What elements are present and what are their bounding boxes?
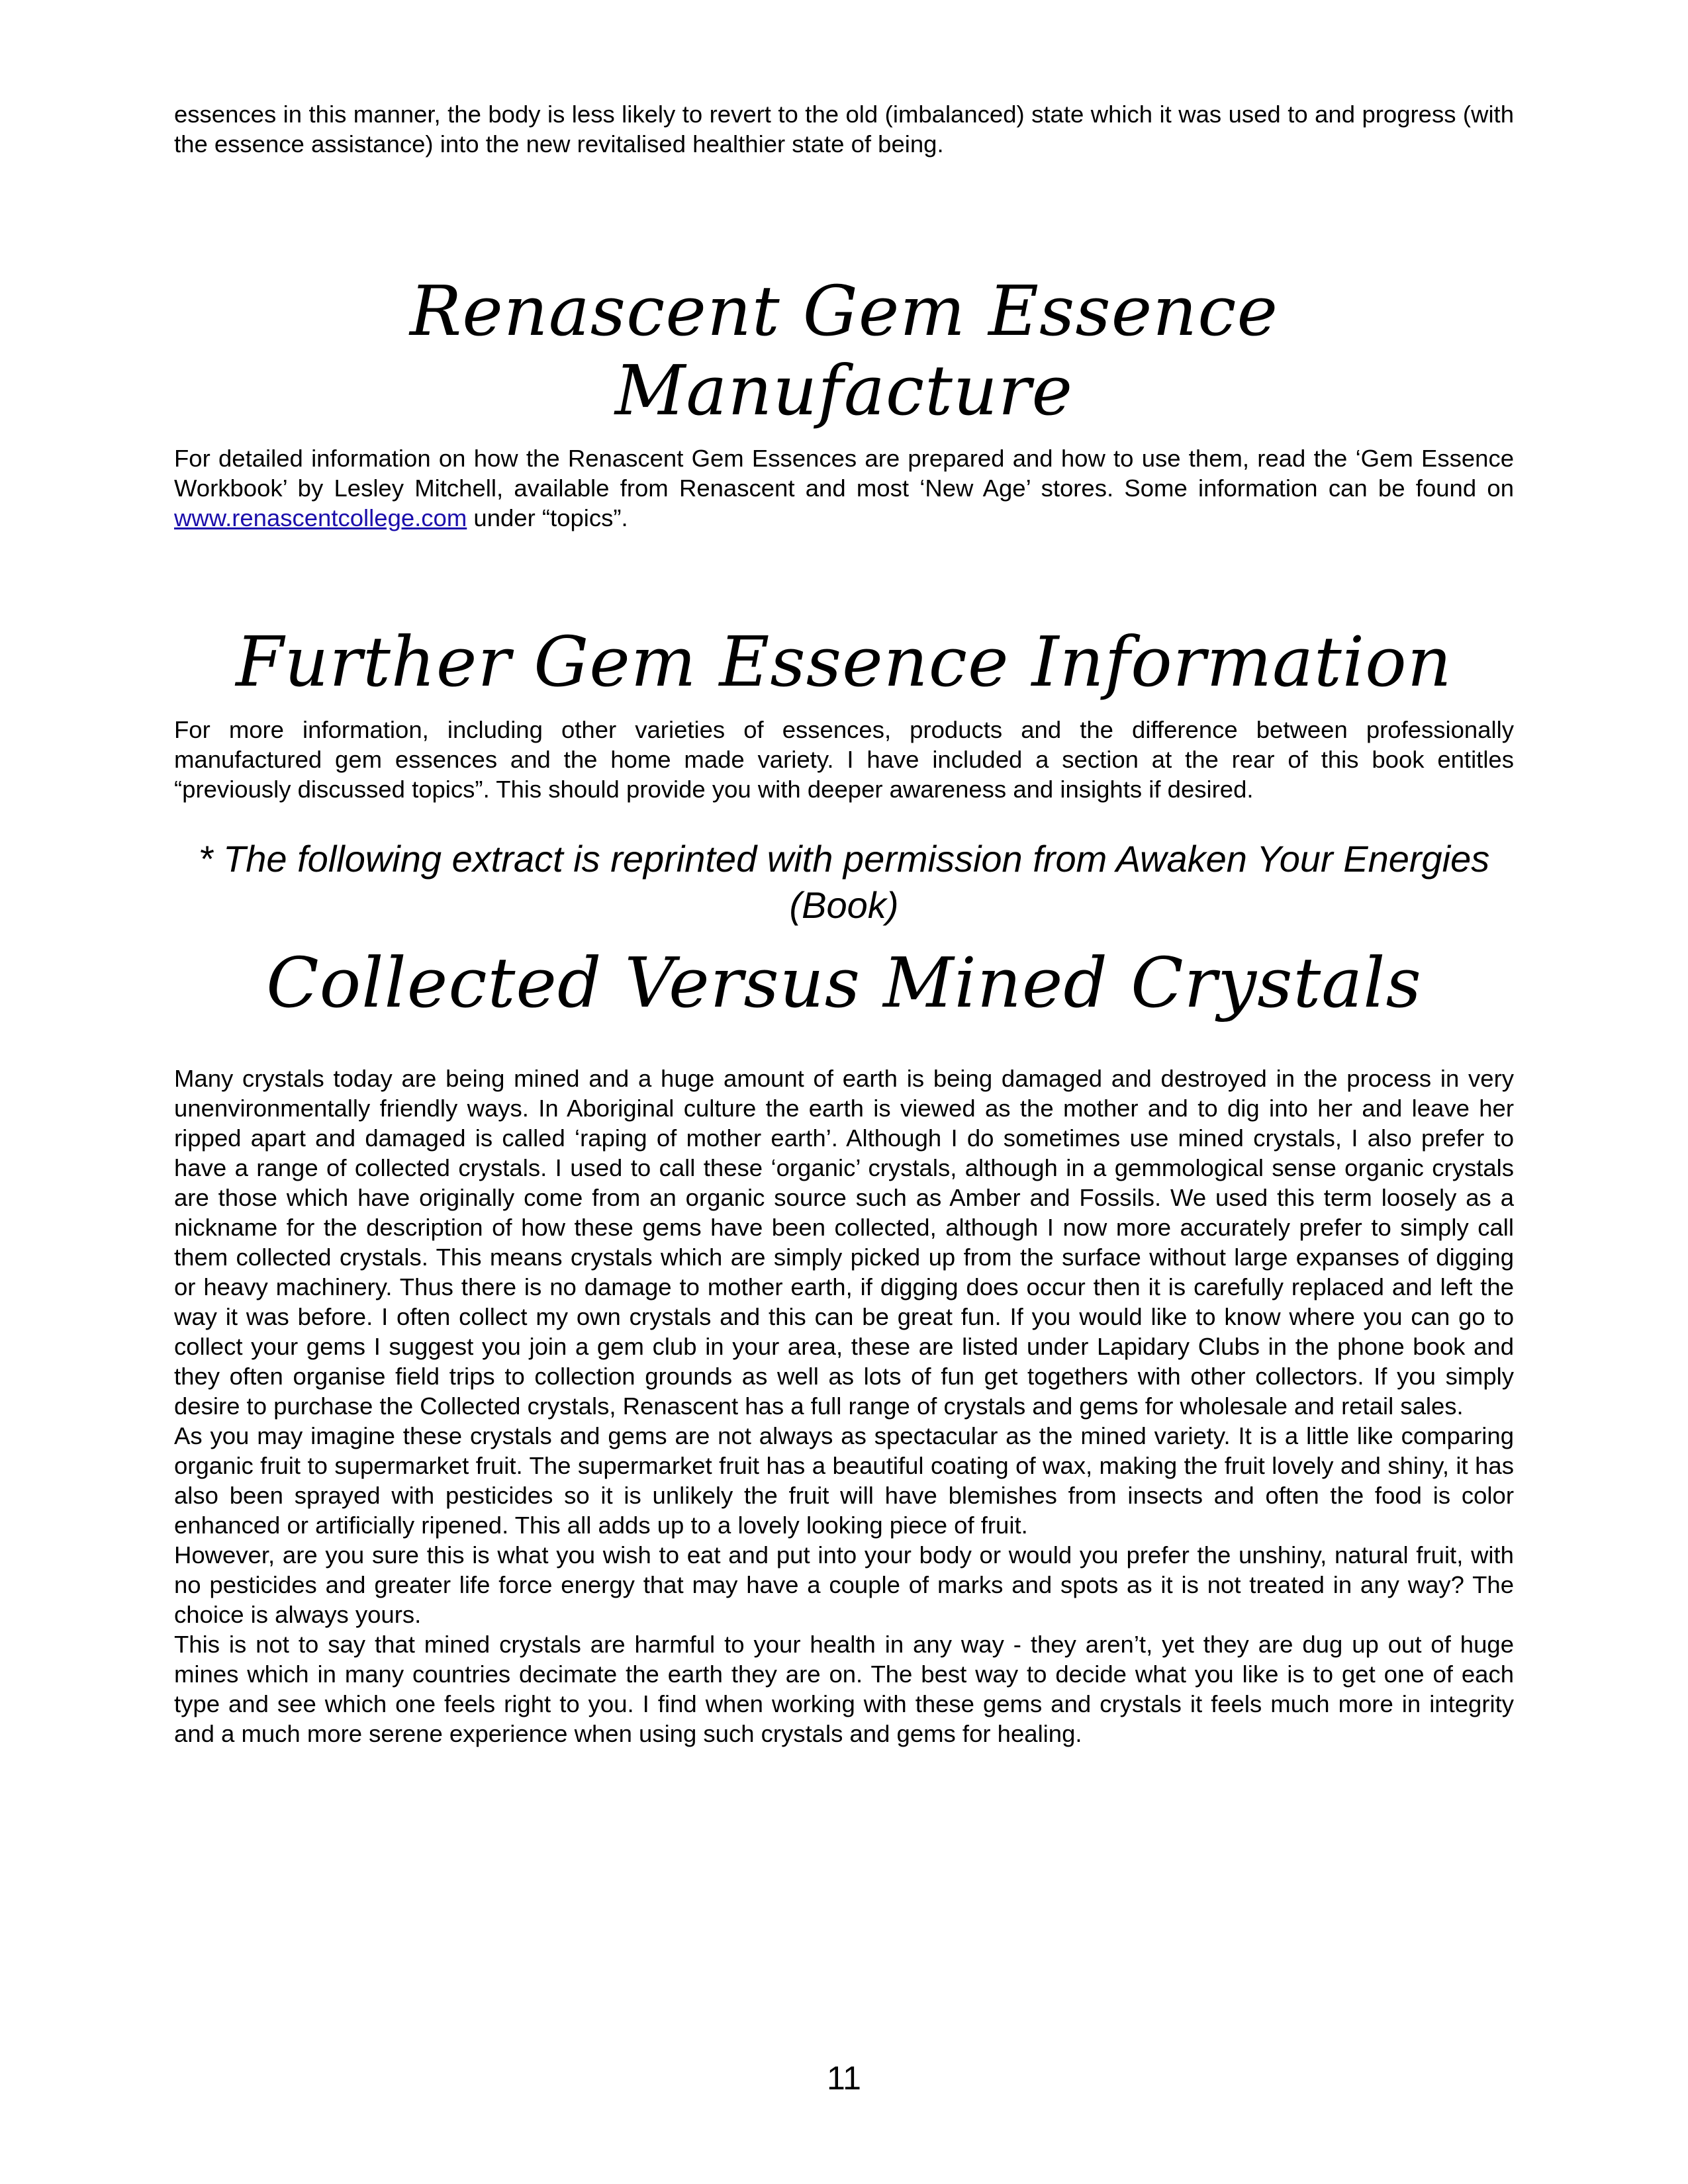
manufacture-text-before-link: For detailed information on how the Renascent Gem Essences are prepared and how to use them, read the ‘Gem Essence Workbook’ by Lesley Mitchell, available from Renascent and most ‘New Age’ stores. Some information can be found on <box>174 445 1514 502</box>
page-content <box>174 99 1514 1749</box>
collected-paragraph-3: However, are you sure this is what you wish to eat and put into your body or would you prefer the unshiny, natural fruit, with no pesticides and greater life force energy that may have a couple of marks and spots as it is not treated in any way? The choice is always yours. <box>174 1541 1514 1628</box>
manufacture-text-after-link: under “topics”. <box>467 504 628 531</box>
renascent-college-link[interactable]: www.renascentcollege.com <box>174 504 467 531</box>
collected-paragraph-2: As you may imagine these crystals and gems are not always as spectacular as the mined variety. It is a little like comparing organic fruit to supermarket fruit. The supermarket fruit has a beautiful coating of wax, making the fruit lovely and shiny, it has also been sprayed with pesticides so it is unlikely the fruit will have blemishes from insects and often the food is color enhanced or artificially ripened. This all adds up to a lovely looking piece of fruit. <box>174 1422 1514 1539</box>
heading-manufacture: Renascent Gem Essence Manufacture <box>409 271 1279 431</box>
collected-paragraph-4: This is not to say that mined crystals are harmful to your health in any way - they aren’t, yet they are dug up out of huge mines which in many countries decimate the earth they are on. The best way to decide what you like is to get one of each type and see which one feels right to you. I find when working with these gems and crystals it feels much more in integrity and a much more serene experience when using such crystals and gems for healing. <box>174 1631 1514 1747</box>
extract-note: * The following extract is reprinted with permission from Awaken Your Energies (Book) <box>198 838 1490 926</box>
further-paragraph: For more information, including other varieties of essences, products and the difference between professionally manufactured gem essences and the home made variety. I have included a section at the rear of this book entitles “previously discussed topics”. This should provide you with deeper awareness and insights if desired. <box>174 716 1514 803</box>
page-number: 11 <box>827 2060 861 2097</box>
intro-paragraph: essences in this manner, the body is less likely to revert to the old (imbalanced) state which it was used to and progress (with the essence assistance) into the new revitalised healthier state of being. <box>174 101 1514 158</box>
manufacture-paragraph <box>174 443 1514 533</box>
collected-paragraph-1: Many crystals today are being mined and a huge amount of earth is being damaged and destroyed in the process in very unenvironmentally friendly ways. In Aboriginal culture the earth is viewed as the mother and to dig into her and leave her ripped apart and damaged is called ‘raping of mother earth’. Although I do sometimes use mined crystals, I also prefer to have a range of collected crystals. I used to call these ‘organic’ crystals, although in a gemmological sense organic crystals are those which have originally come from an organic source such as Amber and Fossils. We used this term loosely as a nickname for the description of how these gems have been collected, although I now more accurately prefer to simply call them collected crystals. This means crystals which are simply picked up from the surface without large expanses of digging or heavy machinery. Thus there is no damage to mother earth, if digging does occur then it is carefully replaced and left the way it was before. I often collect my own crystals and this can be great fun. If you would like to know where you can go to collect your gems I suggest you join a gem club in your area, these are listed under Lapidary Clubs in the phone book and they often organise field trips to collection grounds as well as lots of fun get togethers with other collectors. If you simply desire to purchase the Collected crystals, Renascent has a full range of crystals and gems for wholesale and retail sales. <box>174 1065 1514 1420</box>
heading-collected-versus-mined: Collected Versus Mined Crystals <box>266 942 1422 1023</box>
heading-further-information: Further Gem Essence Information <box>236 621 1452 702</box>
